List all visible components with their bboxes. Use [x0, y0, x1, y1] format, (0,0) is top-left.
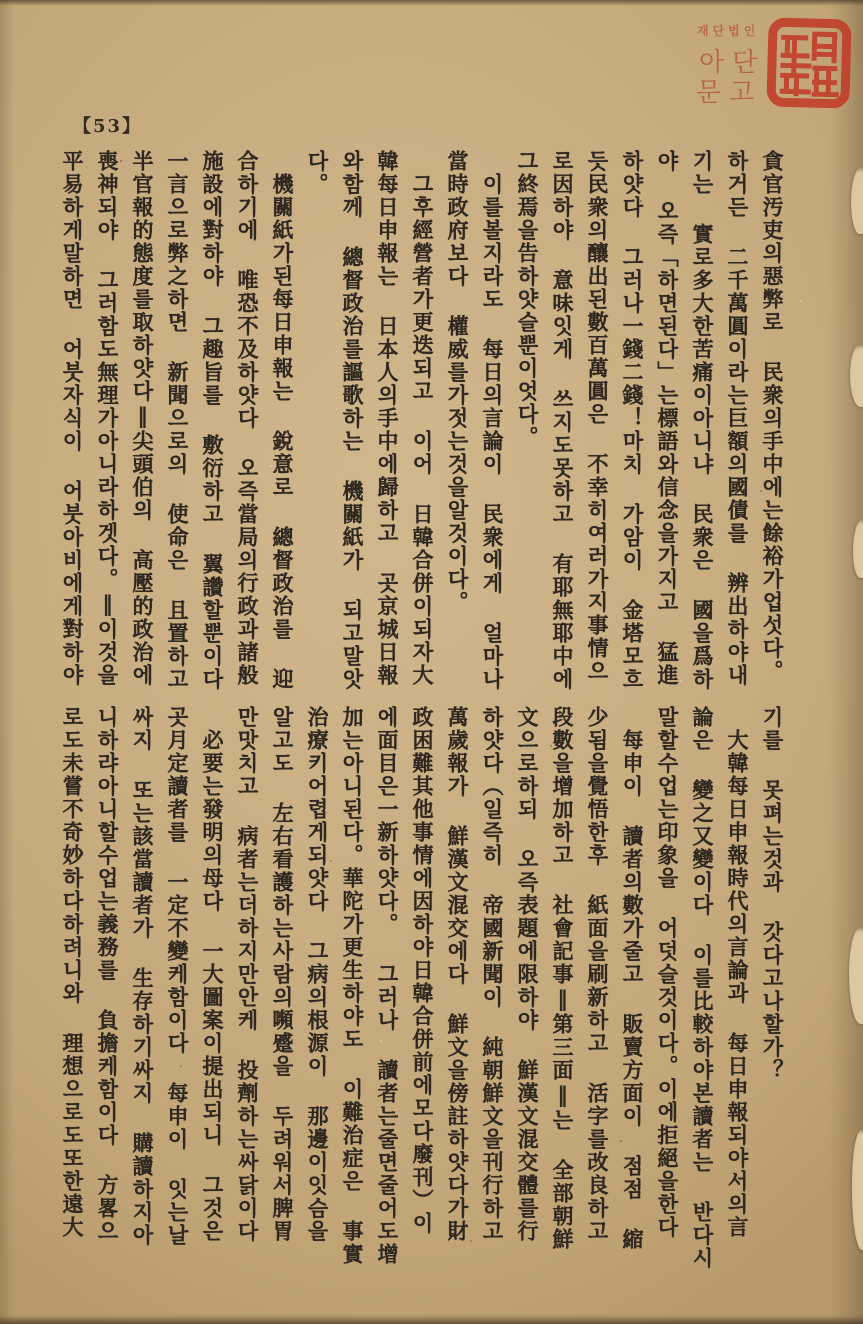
- archive-name-line1: 아단: [699, 48, 766, 78]
- text-column: 半官報的態度를取하얏다‖尖頭伯의 高壓的政治에: [130, 150, 155, 687]
- text-column: 韓每日申報는 日本人의手中에歸하고 곳京城日報: [375, 150, 400, 687]
- text-column: 治療키어렵게되얏다 그病의根源이 那邊이잇슴을: [305, 706, 330, 1243]
- page-edge-top: [0, 0, 863, 6]
- text-column: 少됨을覺悟한후 紙面을刷新하고 活字를改良하고: [585, 706, 610, 1243]
- text-column: 大韓每日申報時代의言論과 每日申報되야서의言: [725, 706, 750, 1239]
- text-column: 喪神되야 그러함도無理가아니라하겟다。‖이것을: [95, 150, 120, 687]
- text-column: 와함께 總督政治를謳歌하는 機關紙가 되고말앗: [340, 150, 365, 691]
- text-column: 니하랴아니할수업는義務를 負擔케함이다 方畧으: [95, 706, 120, 1243]
- text-column: 段數을增加하고 社會記事‖第三面‖는 全部朝鮮: [550, 706, 575, 1251]
- text-column: 貪官汚吏의惡弊로 民衆의手中에는餘裕가업섯다。: [760, 150, 785, 683]
- text-column: 하거든 二千萬圓이라는巨額의國債를 辨出하야내: [725, 150, 750, 687]
- text-column: 이를볼지라도 每日의言論이 民衆에게 얼마나: [480, 150, 505, 691]
- text-column: 로도未嘗不奇妙하다하려니와 理想으로도또한遠大: [60, 706, 85, 1239]
- page-edge-left: [0, 0, 14, 1324]
- text-column: 알고도 左右看護하는사람의嚬蹙을 두려워서脾胃: [270, 706, 295, 1243]
- text-column: 施設에對하야 그趣旨를 敷衍하고 翼讚할뿐이다: [200, 150, 225, 691]
- text-column: 加는아니된다。華陀가更生하야도 이難治症은 事實: [340, 706, 365, 1266]
- text-column: 必要는發明의母다 一大圖案이提出되니 그것은: [200, 706, 225, 1243]
- page-tear: [851, 168, 863, 234]
- text-column: 文으로하되 오즉表題에限하야 鮮漢文混交體를行: [515, 706, 540, 1243]
- text-column: 야 오즉「하면된다」는標語와信念을가지고 猛進: [655, 150, 680, 687]
- text-column: 곳月定讀者를 一定不變케함이다 每申이 잇는날: [165, 706, 190, 1247]
- page-edge-bottom: [0, 1313, 863, 1324]
- text-column: 萬歲報가 鮮漢文混交에다 鮮文을傍註하얏다가財: [445, 706, 470, 1243]
- text-column: 하얏다（일즉히 帝國新聞이 純朝鮮文을刊行하고: [480, 706, 505, 1243]
- text-column: 論은 變之又變이다 이를比較하야본讀者는 반다시: [690, 706, 715, 1270]
- text-column: 政困難其他事情에因하야日韓合併前에모다廢刊）이: [410, 706, 435, 1235]
- text-column: 말할수업는印象을 어덧슬것이다。이에拒絕을한다: [655, 706, 680, 1239]
- text-column: 기는 實로多大한苦痛이아니냐 民衆은 國을爲하: [690, 150, 715, 691]
- text-column: 다。: [305, 150, 330, 196]
- text-column: 기를 못펴는것과 갓다고나할가？: [760, 706, 785, 1082]
- text-column: 一言으로弊之하면 新聞으로의 使命은 且置하고: [165, 150, 190, 691]
- text-column: 每申이 讀者의數가줄고 販賣方面이 점점 縮: [620, 706, 645, 1251]
- text-column: 하얏다 그러나一錢二錢！마치 가암이 金塔모흐: [620, 150, 645, 691]
- text-column: 에面目은一新하얏다。 그러나 讀者는줄면줄어도增: [375, 706, 400, 1266]
- top-text-block: [48, 150, 783, 700]
- text-column: 平易하게말하면 어붓자식이 어붓아비에게對하야: [60, 150, 85, 687]
- text-column: 그終焉을告하얏슬뿐이엇다。: [515, 150, 540, 449]
- bottom-text-block: [48, 706, 783, 1312]
- text-column: 當時政府보다 權威를가젓는것을알것이다。: [445, 150, 470, 614]
- text-column: 듯民衆의釀出된數百萬圓은 不幸히여러가지事情으: [585, 150, 610, 683]
- text-column: 그후經營者가更迭되고 이어 日韓合併이되자大: [410, 150, 435, 687]
- text-column: 싸지 또는該當讀者가 生存하기싸지 購讀하지아: [130, 706, 155, 1247]
- archive-name-line2: 문고: [696, 78, 763, 108]
- page-tear: [853, 520, 863, 578]
- foundation-label: 재단법인: [697, 24, 760, 38]
- text-column: 만맛치고 病者는더하지만안케 投劑하는싸닭이다: [235, 706, 260, 1243]
- page-number-label: 【53】: [73, 116, 143, 137]
- text-column: 合하기에 唯恐不及하얏다 오즉當局의行政과諸般: [235, 150, 260, 687]
- text-column: 機關紙가된每日申報는 銳意로 總督政治를 迎: [270, 150, 295, 691]
- text-column: 로因하야 意味잇게 쓰지도못하고 有耶無耶中에: [550, 150, 575, 691]
- adan-mungo-seal-icon: [766, 17, 852, 109]
